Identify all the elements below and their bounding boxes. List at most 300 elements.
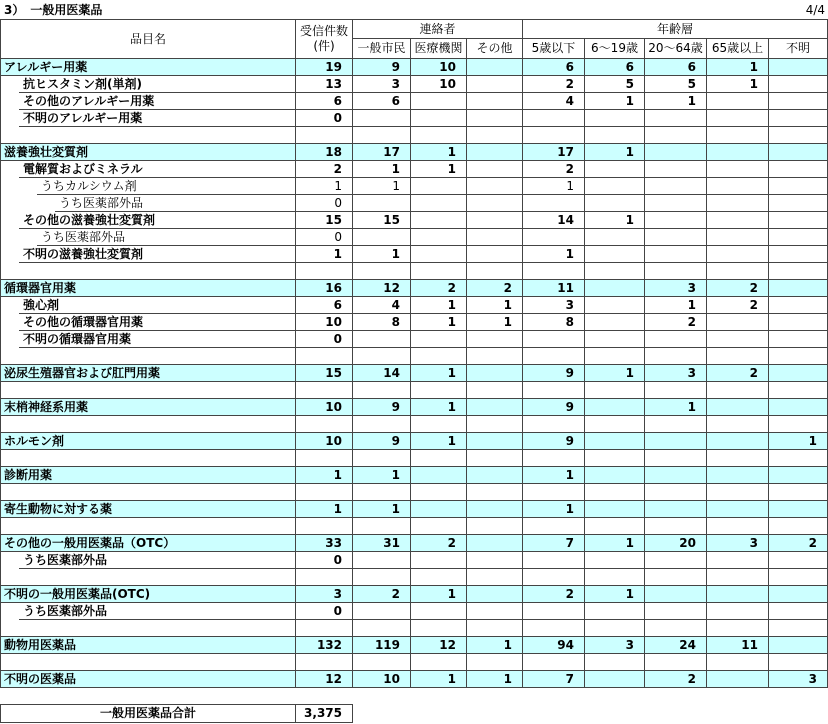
age-6-19-cell [585,484,645,501]
contact-medical-cell: 1 [411,314,467,331]
received-count-cell: 13 [296,76,353,93]
received-count-cell [296,127,353,144]
age-0-5-cell: 1 [523,178,585,195]
table-row [1,552,828,569]
contact-public-cell [353,518,411,535]
age-65-plus-cell [707,331,769,348]
item-name-cell [1,212,296,229]
item-name-cell [1,127,296,144]
spacer-row [1,654,828,671]
contact-other-cell [467,246,523,263]
table-row [1,59,828,76]
received-count-cell: 10 [296,314,353,331]
received-count-cell: 1 [296,501,353,518]
received-count-cell: 15 [296,212,353,229]
contact-other-cell [467,433,523,450]
age-unknown-cell [769,399,828,416]
age-6-19-cell [585,263,645,280]
age-20-64-cell [645,518,707,535]
age-65-plus-cell [707,348,769,365]
contact-medical-cell: 1 [411,433,467,450]
table-header [0,19,828,59]
item-name-cell [1,229,296,246]
spacer-row [1,450,828,467]
contact-other-cell [467,229,523,246]
table-row [1,246,828,263]
received-count-cell [296,450,353,467]
age-unknown-label: 不明 [785,41,810,55]
received-count-cell: 0 [296,331,353,348]
table-row [1,110,828,127]
age-65-plus-cell [707,314,769,331]
table-row [1,76,828,93]
age-6-19-cell [585,518,645,535]
age-0-5-cell [523,263,585,280]
age-65-plus-cell [707,654,769,671]
contact-medical-label: 医療機関 [414,41,463,55]
contact-public-cell: 6 [353,93,411,110]
table-row [1,501,828,518]
age-20-64-cell: 24 [645,637,707,654]
table-row [1,229,828,246]
contact-medical-cell: 10 [411,59,467,76]
table-row [1,93,828,110]
age-0-5-cell [523,603,585,620]
age-20-64-cell [645,484,707,501]
contact-other-cell [467,654,523,671]
item-name-cell [1,297,296,314]
contact-public-cell: 3 [353,76,411,93]
age-6-19-cell: 1 [585,212,645,229]
age-unknown-cell [769,195,828,212]
spacer-row [1,382,828,399]
age-65-plus-cell [707,484,769,501]
contact-medical-cell: 1 [411,586,467,603]
age-65-plus-cell [707,671,769,688]
item-name-cell [1,93,296,110]
spacer-row [1,484,828,501]
row-divider [1,687,295,688]
age-unknown-cell [769,365,828,382]
age-unknown-cell [769,212,828,229]
age-20-64-cell [645,144,707,161]
spacer-row [1,518,828,535]
item-name: アレルギー用薬 [4,60,88,74]
age-group-header [523,20,828,39]
age-6-19-cell [585,416,645,433]
age-unknown-cell [769,654,828,671]
contact-medical-cell [411,127,467,144]
item-name: 泌尿生殖器官および肛門用薬 [4,366,161,380]
table-row [1,280,828,297]
contact-public-cell [353,450,411,467]
age-6-19-cell [585,127,645,144]
item-name-cell [1,161,296,178]
total-label: 一般用医薬品合計 [1,705,296,723]
age-65-plus-cell: 1 [707,76,769,93]
contact-public-cell: 8 [353,314,411,331]
age-6-19-cell: 1 [585,365,645,382]
contact-other-cell [467,569,523,586]
age-6-19-cell [585,450,645,467]
age-20-64-cell: 5 [645,76,707,93]
contact-other-cell: 1 [467,637,523,654]
contact-public-cell [353,382,411,399]
received-count-cell: 0 [296,229,353,246]
item-name-cell [1,59,296,76]
age-20-64-cell: 2 [645,314,707,331]
age-unknown-cell [769,76,828,93]
received-count-cell [296,263,353,280]
age-6-19-cell: 1 [585,144,645,161]
received-count-cell [296,654,353,671]
spacer-row [1,416,828,433]
age-unknown-cell [769,161,828,178]
contact-medical-cell [411,382,467,399]
age-6-19-cell [585,433,645,450]
age-6-19-cell: 5 [585,76,645,93]
age-0-5-cell [523,331,585,348]
contact-public-cell [353,416,411,433]
age-20-64-cell [645,433,707,450]
table-row [1,161,828,178]
age-unknown-cell [769,110,828,127]
item-name-cell [1,246,296,263]
age-65-plus-cell: 1 [707,59,769,76]
item-name-cell [1,467,296,484]
contact-public-cell: 1 [353,246,411,263]
contact-public-cell [353,263,411,280]
item-name: うち医薬部外品 [23,553,108,567]
age-65-plus-cell: 11 [707,637,769,654]
age-6-19-cell: 3 [585,637,645,654]
received-count-cell: 15 [296,365,353,382]
contact-medical-cell: 1 [411,365,467,382]
age-20-64-cell [645,603,707,620]
age-unknown-cell [769,229,828,246]
contact-public-header [353,39,411,59]
age-20-64-cell [645,348,707,365]
age-0-5-cell: 4 [523,93,585,110]
table-row [1,637,828,654]
item-name-cell [1,518,296,535]
contact-public-cell: 1 [353,501,411,518]
item-name-cell [1,552,296,569]
item-name: 不明の循環器官用薬 [23,332,132,346]
item-name: 循環器官用薬 [4,281,77,295]
contact-other-cell [467,501,523,518]
contact-public-cell: 9 [353,433,411,450]
age-6-19-cell [585,671,645,688]
age-unknown-cell [769,450,828,467]
age-6-19-cell [585,331,645,348]
item-name-cell [1,586,296,603]
contact-public-cell [353,603,411,620]
age-unknown-header [769,39,828,59]
age-0-5-cell [523,348,585,365]
contact-medical-cell [411,450,467,467]
age-65-plus-cell [707,229,769,246]
received-count-cell: 3 [296,586,353,603]
age-6-19-cell [585,246,645,263]
item-name-cell [1,603,296,620]
item-name-cell [1,263,296,280]
contact-public-cell [353,348,411,365]
contact-other-cell [467,484,523,501]
age-20-64-cell: 1 [645,93,707,110]
age-20-64-cell: 6 [645,59,707,76]
table-row [1,467,828,484]
spacer-row [1,127,828,144]
item-name: 寄生動物に対する薬 [4,502,113,516]
contact-other-header [467,39,523,59]
age-20-64-cell [645,467,707,484]
received-count-cell: 132 [296,637,353,654]
age-unknown-cell [769,484,828,501]
received-count-cell [296,569,353,586]
age-20-64-cell [645,229,707,246]
contact-other-cell [467,212,523,229]
contact-medical-cell [411,178,467,195]
age-65-plus-cell [707,620,769,637]
age-65-plus-header [707,39,769,59]
age-6-19-cell: 1 [585,586,645,603]
age-6-19-cell [585,501,645,518]
table-row [1,297,828,314]
total-value: 3,375 [296,705,353,723]
contact-other-cell [467,76,523,93]
age-6-19-cell [585,280,645,297]
age-unknown-cell [769,59,828,76]
age-20-64-cell [645,212,707,229]
contact-medical-cell: 1 [411,161,467,178]
contact-other-cell [467,620,523,637]
table-row [1,399,828,416]
contact-other-cell: 1 [467,297,523,314]
item-name: 不明の一般用医薬品(OTC) [4,587,151,601]
contact-other-cell [467,110,523,127]
age-65-plus-cell [707,93,769,110]
age-65-plus-cell [707,212,769,229]
contact-medical-cell [411,501,467,518]
contact-medical-header [411,39,467,59]
age-unknown-cell [769,246,828,263]
age-20-64-cell [645,450,707,467]
received-count-cell [296,382,353,399]
age-20-64-cell: 3 [645,280,707,297]
received-count-cell: 18 [296,144,353,161]
contact-public-cell: 1 [353,467,411,484]
item-name: 動物用医薬品 [4,638,77,652]
age-65-plus-cell [707,433,769,450]
contact-other-cell [467,331,523,348]
contact-other-cell [467,382,523,399]
received-count-cell: 6 [296,297,353,314]
age-0-5-cell: 3 [523,297,585,314]
received-count-cell: 33 [296,535,353,552]
item-name-cell [1,195,296,212]
age-20-64-cell [645,263,707,280]
age-20-64-cell: 20 [645,535,707,552]
contact-medical-cell [411,416,467,433]
age-unknown-cell [769,637,828,654]
item-name-cell [1,110,296,127]
age-20-64-cell: 1 [645,399,707,416]
age-65-plus-cell: 2 [707,297,769,314]
age-20-64-cell [645,416,707,433]
age-unknown-cell [769,382,828,399]
contact-medical-cell: 1 [411,297,467,314]
age-unknown-cell [769,569,828,586]
age-0-5-cell: 2 [523,586,585,603]
contact-other-cell [467,365,523,382]
item-name-cell [1,569,296,586]
table-row [1,144,828,161]
contact-public-cell: 12 [353,280,411,297]
age-0-5-cell [523,416,585,433]
age-65-plus-cell [707,127,769,144]
age-6-19-cell [585,348,645,365]
item-name-cell [1,637,296,654]
contact-medical-cell [411,348,467,365]
section-title: 3） 一般用医薬品 [4,3,103,17]
contact-public-cell [353,110,411,127]
item-name-cell [1,501,296,518]
contact-public-cell: 9 [353,59,411,76]
contact-other-cell [467,161,523,178]
item-name-cell [1,280,296,297]
age-unknown-cell [769,297,828,314]
received-count-cell: 1 [296,467,353,484]
age-0-5-cell [523,620,585,637]
age-6-19-cell [585,110,645,127]
age-6-19-cell [585,603,645,620]
age-0-5-cell: 9 [523,433,585,450]
age-unknown-cell [769,314,828,331]
age-20-64-cell [645,110,707,127]
contact-other-cell [467,144,523,161]
age-20-64-cell: 3 [645,365,707,382]
age-0-5-cell: 2 [523,161,585,178]
received-count-cell: 6 [296,93,353,110]
item-name-cell [1,144,296,161]
age-65-plus-cell [707,110,769,127]
age-20-64-cell: 2 [645,671,707,688]
item-name-cell [1,331,296,348]
age-unknown-cell [769,263,828,280]
contact-public-cell: 1 [353,178,411,195]
age-6-19-cell [585,467,645,484]
age-unknown-cell [769,178,828,195]
contact-medical-cell [411,518,467,535]
contact-other-cell [467,195,523,212]
contact-other-cell [467,586,523,603]
item-name: その他の滋養強壮変質剤 [23,213,156,227]
age-unknown-cell: 1 [769,433,828,450]
contact-public-cell [353,552,411,569]
age-65-plus-cell [707,263,769,280]
contact-public-cell: 15 [353,212,411,229]
age-65-plus-cell [707,144,769,161]
age-6-19-cell [585,620,645,637]
received-count-cell [296,620,353,637]
item-name: うちカルシウム剤 [41,179,137,193]
contact-medical-cell [411,569,467,586]
age-0-5-cell: 9 [523,365,585,382]
item-name-cell [1,365,296,382]
age-0-5-cell [523,195,585,212]
age-6-19-cell [585,569,645,586]
item-name: その他の循環器官用薬 [23,315,144,329]
item-name-cell [1,399,296,416]
contact-medical-cell [411,603,467,620]
age-65-plus-cell [707,178,769,195]
contact-other-cell [467,467,523,484]
contact-other-cell [467,416,523,433]
age-65-plus-cell [707,416,769,433]
age-unknown-cell [769,603,828,620]
age-20-64-cell [645,127,707,144]
age-65-plus-cell [707,518,769,535]
contact-other-cell [467,535,523,552]
age-65-plus-cell [707,382,769,399]
received-count-cell: 10 [296,433,353,450]
contact-other-cell [467,518,523,535]
contact-public-cell: 2 [353,586,411,603]
received-count-header [296,20,353,59]
item-name-cell [1,654,296,671]
age-6-19-cell [585,178,645,195]
contact-medical-cell: 12 [411,637,467,654]
age-65-plus-cell [707,467,769,484]
age-6-19-cell [585,161,645,178]
age-65-plus-cell [707,569,769,586]
received-count-cell: 12 [296,671,353,688]
contact-public-cell: 1 [353,161,411,178]
contact-medical-cell [411,229,467,246]
contact-other-cell [467,450,523,467]
age-unknown-cell [769,331,828,348]
age-65-plus-label: 65歳以上 [711,41,764,55]
age-unknown-cell [769,501,828,518]
received-count-cell [296,416,353,433]
age-20-64-cell [645,501,707,518]
age-6-19-cell [585,297,645,314]
contact-public-cell [353,195,411,212]
table-row [1,671,828,688]
contact-medical-cell: 1 [411,144,467,161]
contact-medical-cell: 10 [411,76,467,93]
contact-other-cell [467,603,523,620]
age-20-64-cell [645,620,707,637]
age-20-64-cell: 1 [645,297,707,314]
total-box [0,704,353,723]
age-65-plus-cell [707,501,769,518]
received-count-cell: 2 [296,161,353,178]
age-6-19-label: 6～19歳 [591,41,638,55]
item-name-cell [1,76,296,93]
contact-public-cell [353,569,411,586]
spacer-row [1,348,828,365]
age-0-5-cell: 11 [523,280,585,297]
age-0-5-cell [523,484,585,501]
spacer-row [1,620,828,637]
contact-medical-cell [411,331,467,348]
contact-other-cell: 2 [467,280,523,297]
contact-medical-cell: 1 [411,399,467,416]
contact-medical-cell [411,620,467,637]
item-name: 不明の滋養強壮変質剤 [23,247,144,261]
